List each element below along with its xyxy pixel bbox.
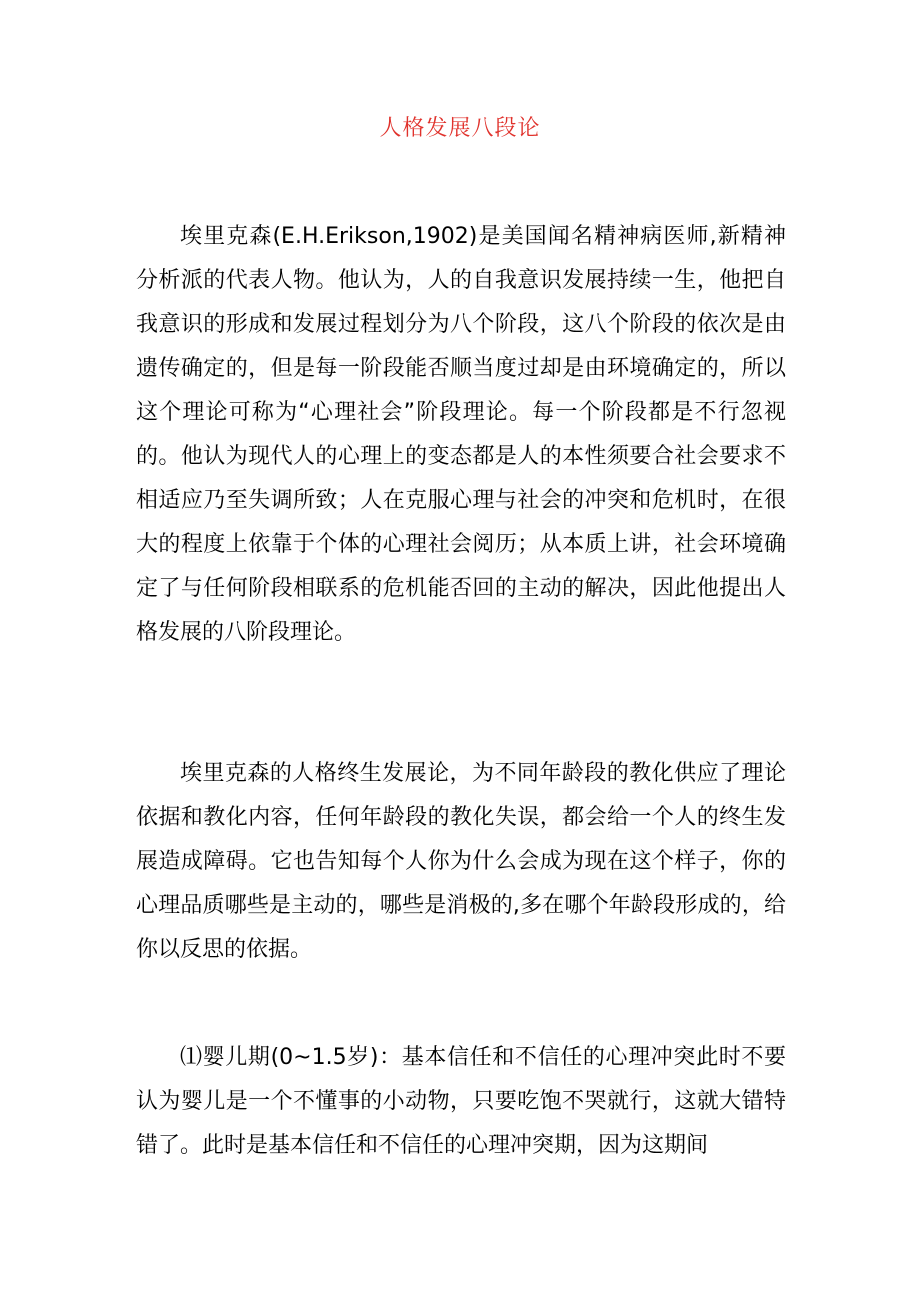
paragraph-lifelong-development: 埃里克森的人格终生发展论，为不同年龄段的教化供应了理论依据和教化内容，任何年龄段的教化失误，都会给一个人的终生发展造成障碍。它也告知每个人你为什么会成为现在这个样子，你的心理品质哪些是主动的，哪些是消极的,多在哪个年龄段形成的，给你以反思的依据。 <box>136 761 786 962</box>
paragraph-erikson-intro: 埃里克森(E.H.Erikson,1902)是美国闻名精神病医师,新精神分析派的代表人物。他认为，人的自我意识发展持续一生，他把自我意识的形成和发展过程划分为八个阶段，这八个阶段的依次是由遗传确定的，但是每一阶段能否顺当度过却是由环境确定的，所以这个理论可称为“心理社会”阶段理论。每一个阶段都是不行忽视的。他认为现代人的心理上的变态都是人的本性须要合社会要求不相适应乃至失调所致；人在克服心理与社会的冲突和危机时，在很大的程度上依靠于个体的心理社会阅历；从本质上讲，社会环境确定了与任何阶段相联系的危机能否回的主动的解决，因此他提出人格发展的八阶段理论。 <box>136 224 786 645</box>
paragraph-infancy-stage: ⑴婴儿期(0~1.5岁)：基本信任和不信任的心理冲突此时不要认为婴儿是一个不懂事的小动物，只要吃饱不哭就行，这就大错特错了。此时是基本信任和不信任的心理冲突期，因为这期间 <box>136 1045 786 1158</box>
document-title: 人格发展八段论 <box>379 116 541 141</box>
